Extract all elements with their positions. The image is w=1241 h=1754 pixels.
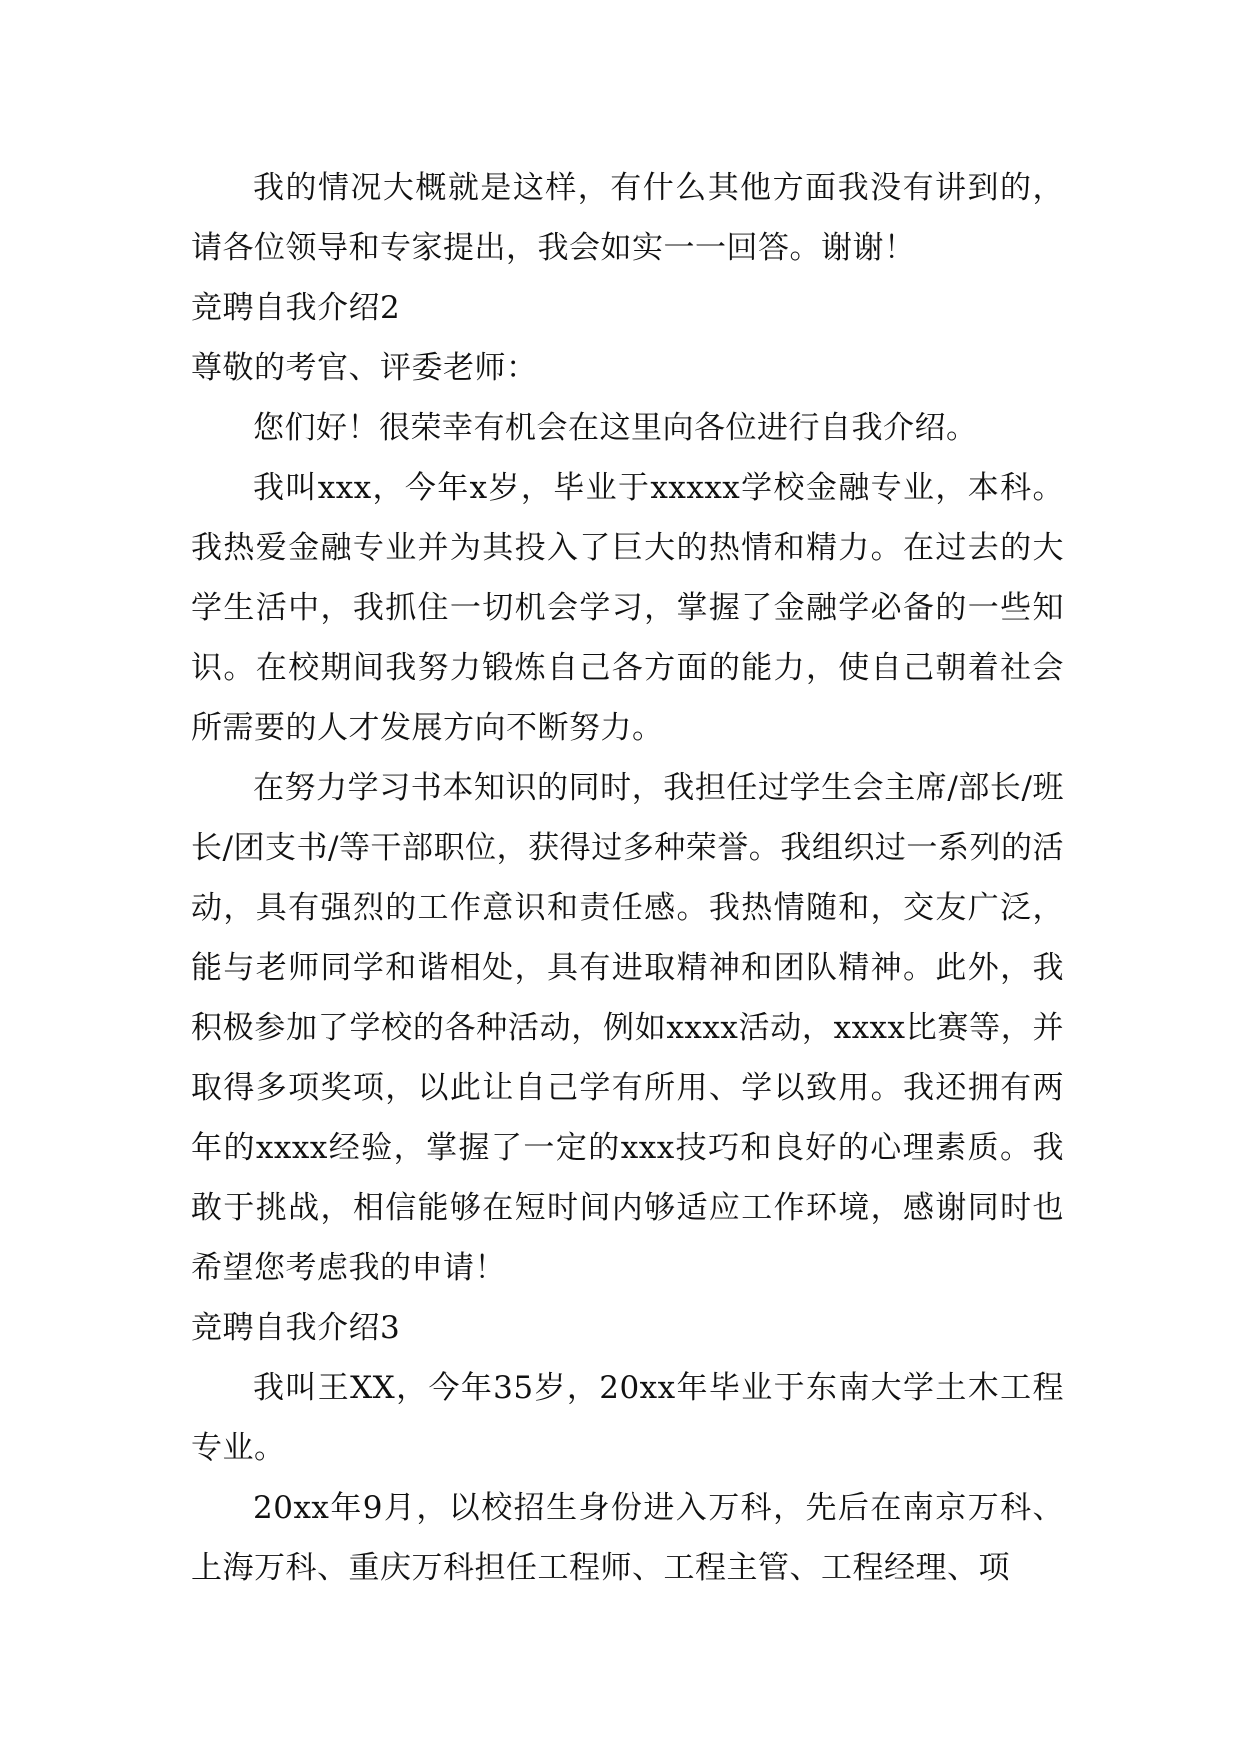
salutation: 尊敬的考官、评委老师： bbox=[191, 350, 538, 386]
closing-paragraph: 我的情况大概就是这样，有什么其他方面我没有讲到的，请各位领导和专家提出，我会如实一一回答。谢谢！ bbox=[191, 170, 1064, 266]
section-title-2: 竞聘自我介绍2 bbox=[191, 290, 401, 326]
document-body bbox=[191, 158, 1064, 1598]
career-paragraph: 20xx年9月，以校招生身份进入万科，先后在南京万科、上海万科、重庆万科担任工程师、工程主管、工程经理、项 bbox=[191, 1490, 1064, 1586]
greeting-paragraph: 您们好！很荣幸有机会在这里向各位进行自我介绍。 bbox=[253, 410, 978, 446]
intro-paragraph: 我叫xxx，今年x岁，毕业于xxxxx学校金融专业，本科。我热爱金融专业并为其投入了巨大的热情和精力。在过去的大学生活中，我抓住一切机会学习，掌握了金融学必备的一些知识。在校期间我努力锻炼自己各方面的能力，使自己朝着社会所需要的人才发展方向不断努力。 bbox=[191, 470, 1064, 746]
experience-paragraph: 在努力学习书本知识的同时，我担任过学生会主席/部长/班长/团支书/等干部职位，获得过多种荣誉。我组织过一系列的活动，具有强烈的工作意识和责任感。我热情随和，交友广泛，能与老师同学和谐相处，具有进取精神和团队精神。此外，我积极参加了学校的各种活动，例如xxxx活动，xxxx比赛等，并取得多项奖项，以此让自己学有所用、学以致用。我还拥有两年的xxxx经验，掌握了一定的xxx技巧和良好的心理素质。我敢于挑战，相信能够在短时间内够适应工作环境，感谢同时也希望您考虑我的申请！ bbox=[191, 770, 1064, 1286]
section-title-3: 竞聘自我介绍3 bbox=[191, 1310, 401, 1346]
bio-paragraph: 我叫王XX，今年35岁，20xx年毕业于东南大学土木工程专业。 bbox=[191, 1370, 1064, 1466]
